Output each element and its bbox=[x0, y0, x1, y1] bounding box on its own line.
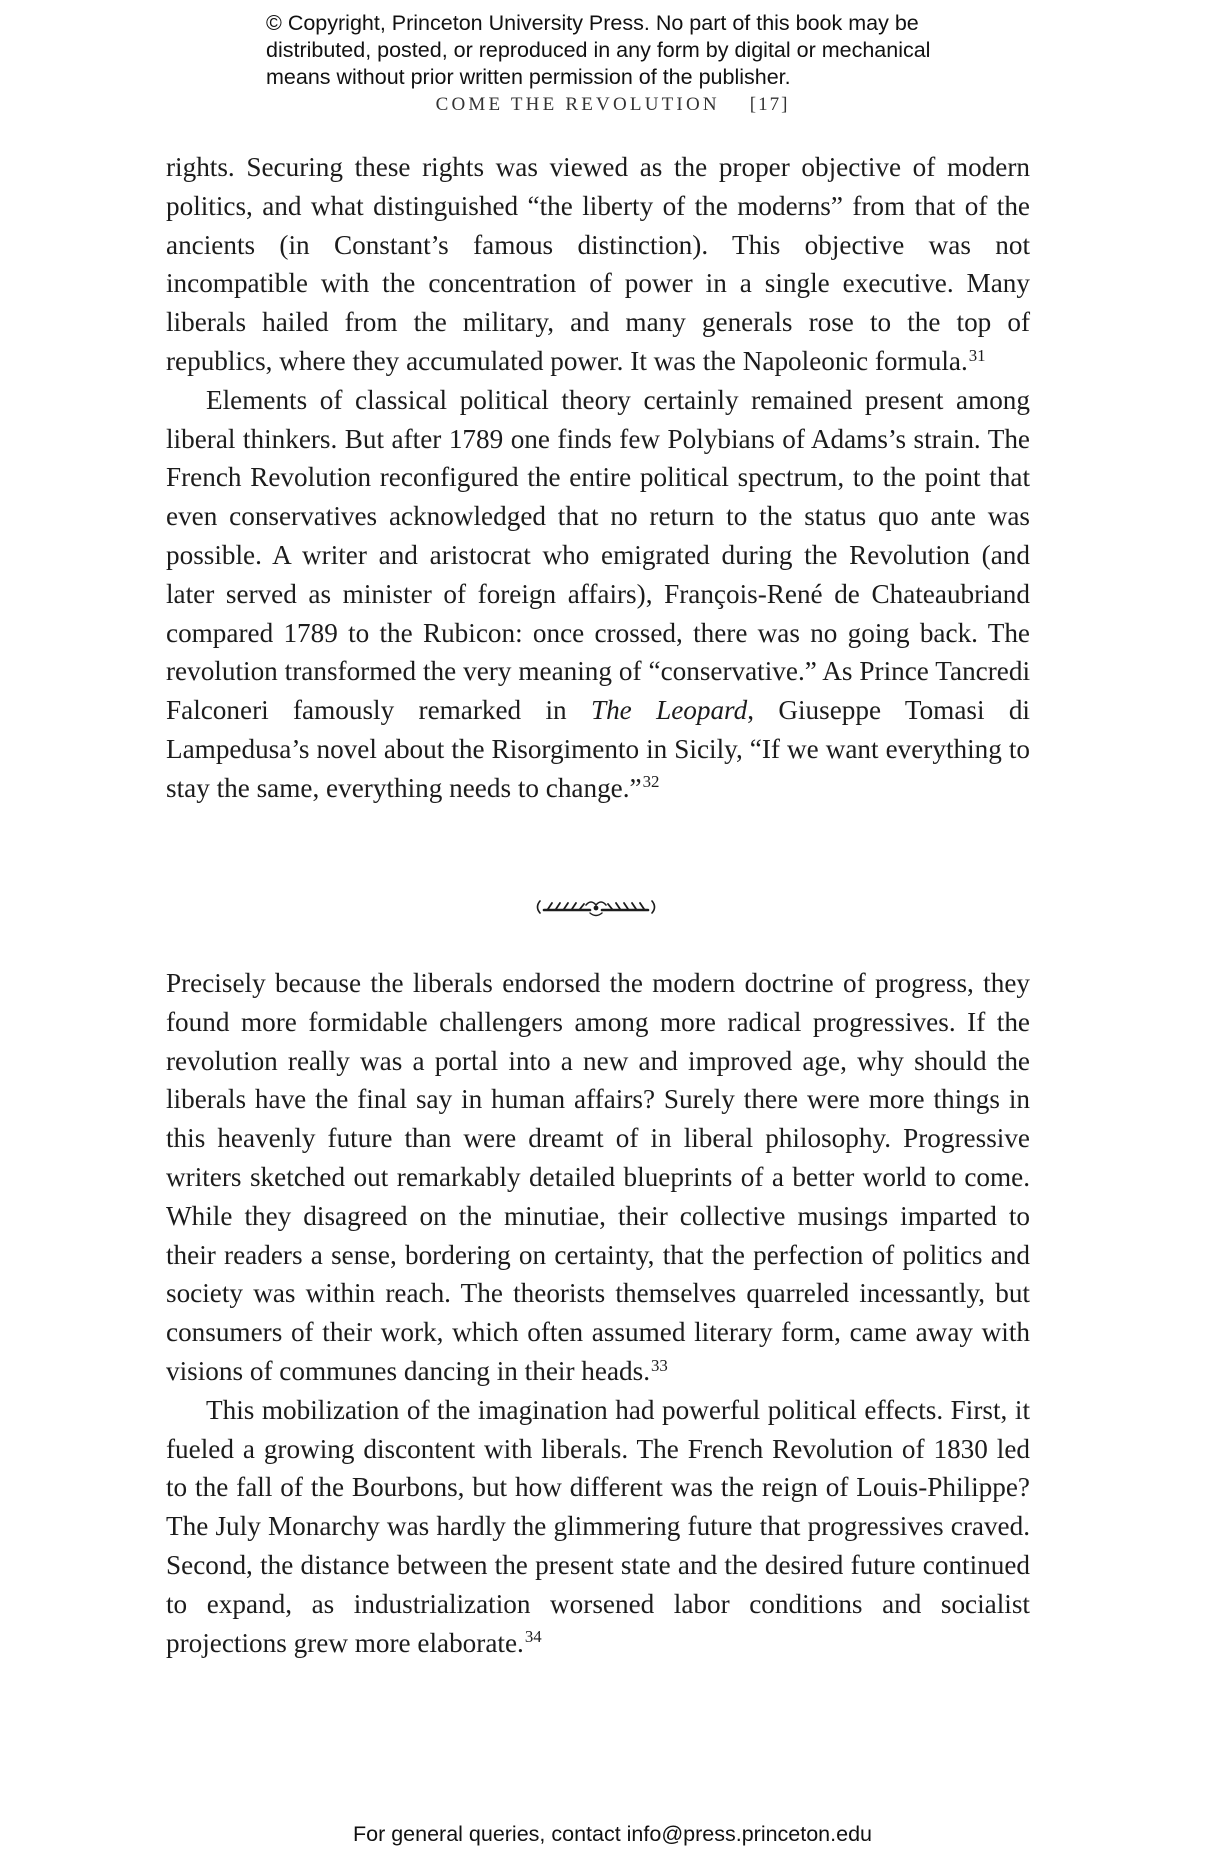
running-head bbox=[0, 94, 1225, 116]
copyright-line: means without prior written permission of the publisher. bbox=[266, 65, 791, 89]
section-break-ornament-icon bbox=[534, 896, 658, 918]
running-head-title: COME THE REVOLUTION bbox=[435, 94, 720, 115]
paragraph-4 bbox=[166, 1391, 1030, 1663]
page-number: [17] bbox=[749, 94, 790, 115]
paragraph-2 bbox=[166, 381, 1030, 808]
paragraph-1 bbox=[166, 148, 1030, 381]
book-title-italic: The Leopard bbox=[590, 695, 748, 726]
paragraph-text: Precisely because the liberals endorsed the modern doctrine of progress, they found more formidable challengers among more radical progressives. If the revolution really was a portal into a new and improved age, why should the liberals have the final say in human affairs? Surely there were more things in this heavenly future than were dreamt of in liberal philosophy. Progressive writers sketched out remarkably detailed blueprints of a better world to come. While they disagreed on the minutiae, their collective musings imparted to their readers a sense, bordering on certainty, that the perfection of politics and society was within reach. The theorists themselves quarreled incessantly, but consumers of their work, which often assumed literary form, came away with visions of communes dancing in their heads. bbox=[166, 968, 1030, 1386]
paragraph-text: rights. Securing these rights was viewed as the proper objective of modern politics, and what distinguished “the liberty of the moderns” from that of the ancients (in Constant’s famous distinction). This objective was not incompatible with the concentration of power in a single executive. Many liberals hailed from the military, and many generals rose to the top of republics, where they accumulated power. It was the Napoleonic formula. bbox=[166, 152, 1030, 376]
footnote-ref[interactable]: 31 bbox=[968, 345, 986, 365]
text-section-1 bbox=[166, 148, 1030, 808]
footnote-ref[interactable]: 33 bbox=[651, 1355, 668, 1375]
paragraph-text: , Giuseppe Tomasi di Lampedusa’s novel about the Risorgimento in Sicily, “If we want everything to stay the same, everything needs to change.” bbox=[166, 695, 1030, 803]
text-section-2 bbox=[166, 964, 1030, 1662]
paragraph-text: Elements of classical political theory certainly remained present among liberal thinkers. But after 1789 one finds few Polybians of Adams’s strain. The French Revolution reconfigured the entire political spectrum, to the point that even conservatives acknowledged that no return to the status quo ante was possible. A writer and aristocrat who emigrated during the Revolution (and later served as minister of foreign affairs), François-René de Chateaubriand compared 1789 to the Rubicon: once crossed, there was no going back. The revolution transformed the very meaning of “conservative.” As Prince Tancredi Falconeri famously remarked in bbox=[166, 384, 1030, 726]
footnote-ref[interactable]: 32 bbox=[642, 772, 660, 792]
footnote-ref[interactable]: 34 bbox=[524, 1627, 542, 1647]
paragraph-text: This mobilization of the imagination had powerful political effects. First, it fueled a growing discontent with liberals. The French Revolution of 1830 led to the fall of the Bourbons, but how different was the reign of Louis-Philippe? The July Monarchy was hardly the glimmering future that progressives craved. Second, the distance between the present state and the desired future continued to expand, as industrialization worsened labor conditions and socialist projections grew more elaborate. bbox=[166, 1394, 1030, 1658]
copyright-notice bbox=[266, 10, 986, 91]
copyright-line: distributed, posted, or reproduced in any form by digital or mechanical bbox=[266, 38, 931, 62]
paragraph-3 bbox=[166, 964, 1030, 1391]
contact-footer: For general queries, contact info@press.princeton.edu bbox=[352, 1822, 872, 1846]
copyright-line: © Copyright, Princeton University Press. No part of this book may be bbox=[266, 11, 919, 35]
